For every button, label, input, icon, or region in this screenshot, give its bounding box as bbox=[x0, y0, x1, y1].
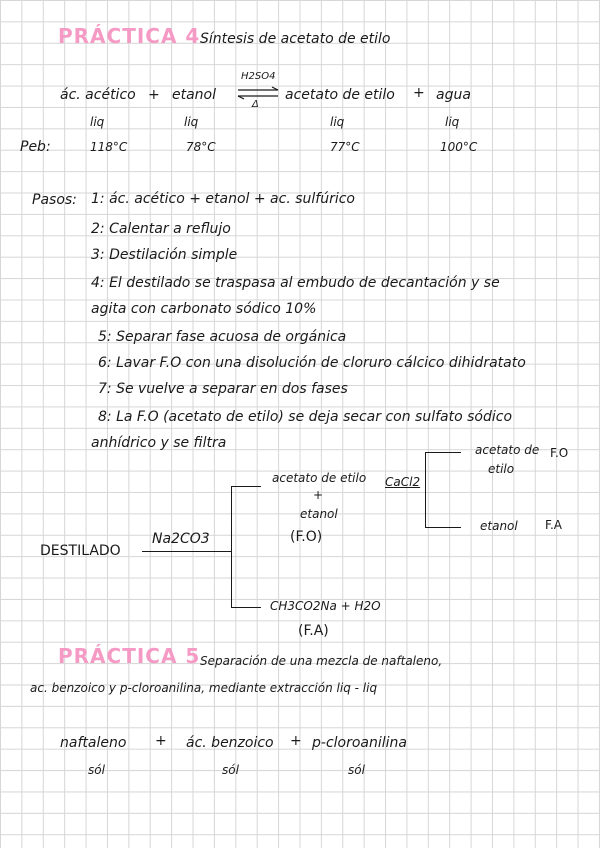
organic-mixture-line1: acetato de etilo bbox=[272, 471, 367, 485]
organic-phase-label: (F.O) bbox=[290, 529, 323, 545]
output-ethanol: etanol bbox=[480, 519, 518, 533]
product-ethyl-acetate: acetato de etilo bbox=[285, 87, 395, 103]
reagent-cacl2: CaCl2 bbox=[385, 475, 421, 489]
practica5-subtitle-line1: Separación de una mezcla de naftaleno, bbox=[200, 654, 443, 668]
step-item: 4: El destilado se traspasa al embudo de decantación y se bbox=[91, 275, 500, 291]
reaction-plus: + bbox=[148, 87, 160, 103]
reactant-acetic-acid: ác. acético bbox=[60, 87, 136, 103]
step-item: 2: Calentar a reflujo bbox=[91, 221, 231, 237]
state-label: sól bbox=[222, 763, 239, 777]
organic-mixture-line2: etanol bbox=[300, 507, 338, 521]
organic-mixture-plus: + bbox=[313, 488, 324, 502]
aqueous-phase-label: (F.A) bbox=[298, 623, 329, 639]
peb-value: 77°C bbox=[330, 140, 360, 154]
state-label: sól bbox=[348, 763, 365, 777]
equilibrium-arrows-icon bbox=[236, 86, 280, 100]
product-water: agua bbox=[436, 87, 471, 103]
compound-benzoic-acid: ác. benzoico bbox=[186, 735, 274, 751]
step-item: 6: Lavar F.O con una disolución de cloruro cálcico dihidratato bbox=[98, 355, 526, 371]
state-label: liq bbox=[90, 115, 105, 129]
compound-naphthalene: naftaleno bbox=[60, 735, 127, 751]
output-ester-phase: F.O bbox=[550, 446, 569, 460]
state-label: liq bbox=[445, 115, 460, 129]
practica4-subtitle: Síntesis de acetato de etilo bbox=[200, 31, 391, 47]
output-ester-line1: acetato de bbox=[475, 443, 540, 457]
mixture-plus-2: + bbox=[290, 733, 302, 749]
mixture-plus: + bbox=[155, 733, 167, 749]
scheme-line bbox=[142, 551, 232, 552]
catalyst-label: H2SO4 bbox=[241, 71, 276, 82]
step-item: 3: Destilación simple bbox=[91, 247, 238, 263]
destilado-label: DESTILADO bbox=[40, 543, 121, 559]
scheme-branch-top bbox=[231, 486, 261, 487]
scheme-branch-bottom bbox=[231, 607, 261, 608]
scheme-branch-top-2 bbox=[425, 452, 461, 453]
state-label: liq bbox=[184, 115, 199, 129]
state-label: sól bbox=[88, 763, 105, 777]
practica5-title: PRÁCTICA 5 bbox=[58, 644, 201, 668]
peb-value: 118°C bbox=[90, 140, 128, 154]
step-item: 7: Se vuelve a separar en dos fases bbox=[98, 381, 348, 397]
peb-value: 78°C bbox=[186, 140, 216, 154]
step-item: agita con carbonato sódico 10% bbox=[91, 301, 317, 317]
scheme-bracket-2 bbox=[425, 452, 426, 528]
steps-label: Pasos: bbox=[32, 192, 77, 208]
output-ester-line2: etilo bbox=[488, 462, 515, 476]
scheme-branch-bottom-2 bbox=[425, 527, 461, 528]
step-item: 1: ác. acético + etanol + ac. sulfúrico bbox=[91, 191, 355, 207]
step-item: 8: La F.O (acetato de etilo) se deja secar con sulfato sódico bbox=[98, 409, 513, 425]
heat-label: Δ bbox=[252, 99, 259, 110]
reactant-ethanol: etanol bbox=[172, 87, 217, 103]
peb-value: 100°C bbox=[440, 140, 478, 154]
state-label: liq bbox=[330, 115, 345, 129]
peb-label: Peb: bbox=[20, 139, 51, 155]
reaction-plus-2: + bbox=[413, 85, 425, 101]
step-item: anhídrico y se filtra bbox=[91, 435, 227, 451]
step-item: 5: Separar fase acuosa de orgánica bbox=[98, 329, 347, 345]
output-ethanol-phase: F.A bbox=[545, 518, 562, 532]
practica4-title: PRÁCTICA 4 bbox=[58, 24, 201, 48]
scheme-bracket bbox=[231, 486, 232, 608]
practica5-subtitle-line2: ac. benzoico y p-cloroanilina, mediante extracción liq - liq bbox=[30, 681, 378, 695]
aqueous-products: CH3CO2Na + H2O bbox=[270, 599, 381, 613]
compound-p-chloroaniline: p-cloroanilina bbox=[312, 735, 407, 751]
reagent-na2co3: Na2CO3 bbox=[152, 531, 210, 547]
